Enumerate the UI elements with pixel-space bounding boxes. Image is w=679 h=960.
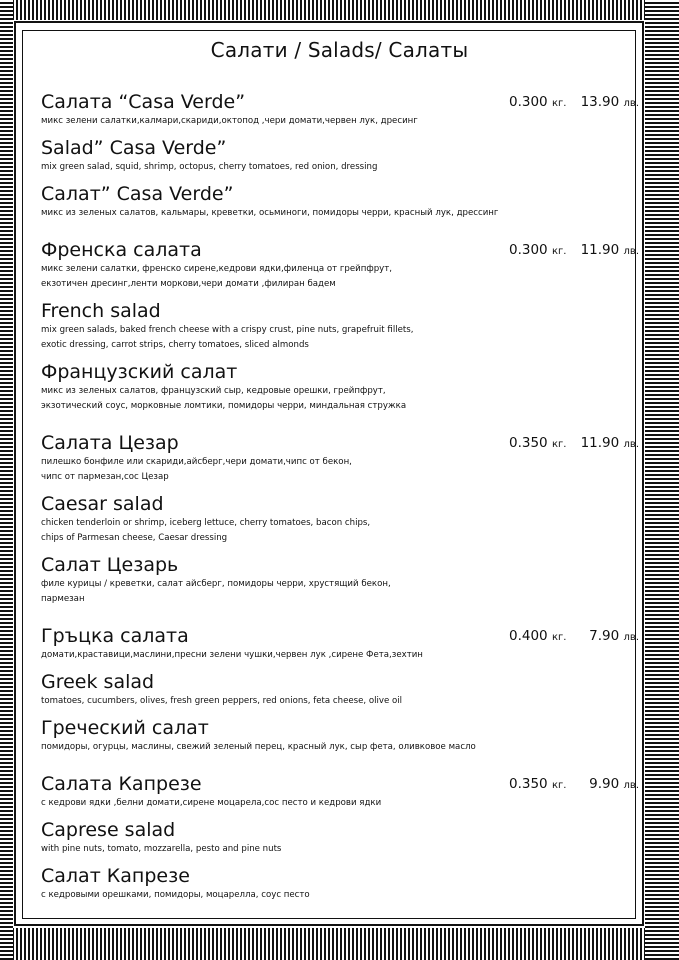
weight-unit: кг. bbox=[551, 246, 567, 257]
menu-group bbox=[41, 431, 641, 607]
menu-item bbox=[41, 670, 641, 709]
price bbox=[581, 435, 639, 451]
dish-description: chicken tenderloin or shrimp, iceberg lettuce, cherry tomatoes, bacon chips, bbox=[41, 518, 371, 528]
decorative-border-bottom bbox=[0, 928, 679, 960]
dish-name: Салат Цезарь bbox=[41, 554, 179, 576]
dish-description: mix green salads, baked french cheese with a crispy crust, pine nuts, grapefruit fillets, bbox=[41, 325, 414, 335]
menu-item bbox=[41, 299, 641, 353]
dish-description: екзотичен дресинг,ленти моркови,чери домати ,филиран бадем bbox=[41, 279, 336, 289]
menu-item bbox=[41, 136, 641, 175]
portion-weight bbox=[509, 776, 566, 792]
dish-name: Французский салат bbox=[41, 361, 238, 383]
weight-unit: кг. bbox=[551, 439, 567, 450]
portion-weight bbox=[509, 628, 566, 644]
menu-group bbox=[41, 624, 641, 755]
dish-description: пармезан bbox=[41, 594, 85, 604]
dish-description: с кедровыми орешками, помидоры, моцарелла, соус песто bbox=[41, 890, 310, 900]
price bbox=[589, 776, 639, 792]
price-value: 9.90 bbox=[589, 776, 620, 792]
price-unit: лв. bbox=[623, 98, 639, 109]
salad-menu bbox=[41, 90, 641, 920]
dish-description: микс из зеленых салатов, французский сыр, кедровые орешки, грейпфрут, bbox=[41, 386, 386, 396]
dish-name: Салата “Casa Verde” bbox=[41, 91, 246, 113]
dish-description: помидоры, огурцы, маслины, свежий зеленый перец, красный лук, сыр фета, оливковое масло bbox=[41, 742, 476, 752]
weight-value: 0.300 bbox=[509, 242, 548, 258]
dish-description: exotic dressing, carrot strips, cherry tomatoes, sliced almonds bbox=[41, 340, 309, 350]
menu-item bbox=[41, 553, 641, 607]
menu-group bbox=[41, 238, 641, 414]
price-value: 11.90 bbox=[580, 435, 620, 451]
dish-name: Салата Цезар bbox=[41, 432, 179, 454]
dish-description: chips of Parmesan cheese, Caesar dressing bbox=[41, 533, 228, 543]
dish-description: пилешко бонфиле или скариди,айсберг,чери домати,чипс от бекон, bbox=[41, 457, 352, 467]
menu-item bbox=[41, 864, 641, 903]
dish-description: филе курицы / креветки, салат айсберг, помидоры черри, хрустящий бекон, bbox=[41, 579, 391, 589]
menu-item bbox=[41, 182, 641, 221]
dish-name: Салат Капрезе bbox=[41, 865, 190, 887]
price-value: 11.90 bbox=[580, 242, 620, 258]
menu-item bbox=[41, 716, 641, 755]
decorative-border-right bbox=[645, 0, 679, 960]
dish-name: Caesar salad bbox=[41, 493, 164, 515]
dish-name: French salad bbox=[41, 300, 161, 322]
price bbox=[581, 242, 639, 258]
portion-weight bbox=[509, 435, 566, 451]
menu-group bbox=[41, 772, 641, 903]
dish-description: экзотический соус, морковные ломтики, помидоры черри, миндальная стружка bbox=[41, 401, 407, 411]
page-title: Салати / Salads/ Салаты bbox=[210, 38, 469, 62]
weight-value: 0.300 bbox=[509, 94, 548, 110]
decorative-border-left bbox=[0, 0, 13, 960]
menu-item bbox=[41, 492, 641, 546]
dish-description: микс из зеленых салатов, кальмары, креветки, осьминоги, помидоры черри, красный лук, дрессинг bbox=[41, 208, 499, 218]
weight-unit: кг. bbox=[551, 98, 567, 109]
weight-value: 0.350 bbox=[509, 435, 548, 451]
dish-name: Греческий салат bbox=[41, 717, 209, 739]
price-unit: лв. bbox=[623, 246, 639, 257]
dish-description: mix green salad, squid, shrimp, octopus, cherry tomatoes, red onion, dressing bbox=[41, 162, 378, 172]
dish-name: Гръцка салата bbox=[41, 625, 189, 647]
dish-description: with pine nuts, tomato, mozzarella, pesto and pine nuts bbox=[41, 844, 282, 854]
price-value: 13.90 bbox=[580, 94, 620, 110]
dish-description: с кедрови ядки ,белни домати,сирене моцарела,сос песто и кедрови ядки bbox=[41, 798, 382, 808]
menu-item bbox=[41, 818, 641, 857]
dish-description: домати,краставици,маслини,пресни зелени чушки,червен лук ,сирене Фета,зехтин bbox=[41, 650, 423, 660]
menu-item bbox=[41, 360, 641, 414]
price bbox=[581, 94, 639, 110]
portion-weight bbox=[509, 94, 566, 110]
dish-description: чипс от пармезан,сос Цезар bbox=[41, 472, 169, 482]
price-unit: лв. bbox=[623, 780, 639, 791]
dish-description: tomatoes, cucumbers, olives, fresh green peppers, red onions, feta cheese, olive oil bbox=[41, 696, 403, 706]
dish-name: Салата Капрезе bbox=[41, 773, 202, 795]
dish-name: Caprese salad bbox=[41, 819, 176, 841]
weight-unit: кг. bbox=[551, 780, 567, 791]
price bbox=[589, 628, 639, 644]
weight-value: 0.400 bbox=[509, 628, 548, 644]
price-unit: лв. bbox=[623, 439, 639, 450]
dish-name: Салат” Casa Verde” bbox=[41, 183, 234, 205]
portion-weight bbox=[509, 242, 566, 258]
price-unit: лв. bbox=[623, 632, 639, 643]
dish-description: микс зелени салатки, френско сирене,кедрови ядки,филенца от грейпфрут, bbox=[41, 264, 392, 274]
price-value: 7.90 bbox=[589, 628, 620, 644]
menu-group bbox=[41, 90, 641, 221]
weight-unit: кг. bbox=[551, 632, 567, 643]
decorative-border-top bbox=[0, 0, 679, 20]
dish-name: Salad” Casa Verde” bbox=[41, 137, 227, 159]
dish-description: микс зелени салатки,калмари,скариди,октопод ,чери домати,червен лук, дресинг bbox=[41, 116, 418, 126]
dish-name: Greek salad bbox=[41, 671, 155, 693]
dish-name: Френска салата bbox=[41, 239, 202, 261]
weight-value: 0.350 bbox=[509, 776, 548, 792]
